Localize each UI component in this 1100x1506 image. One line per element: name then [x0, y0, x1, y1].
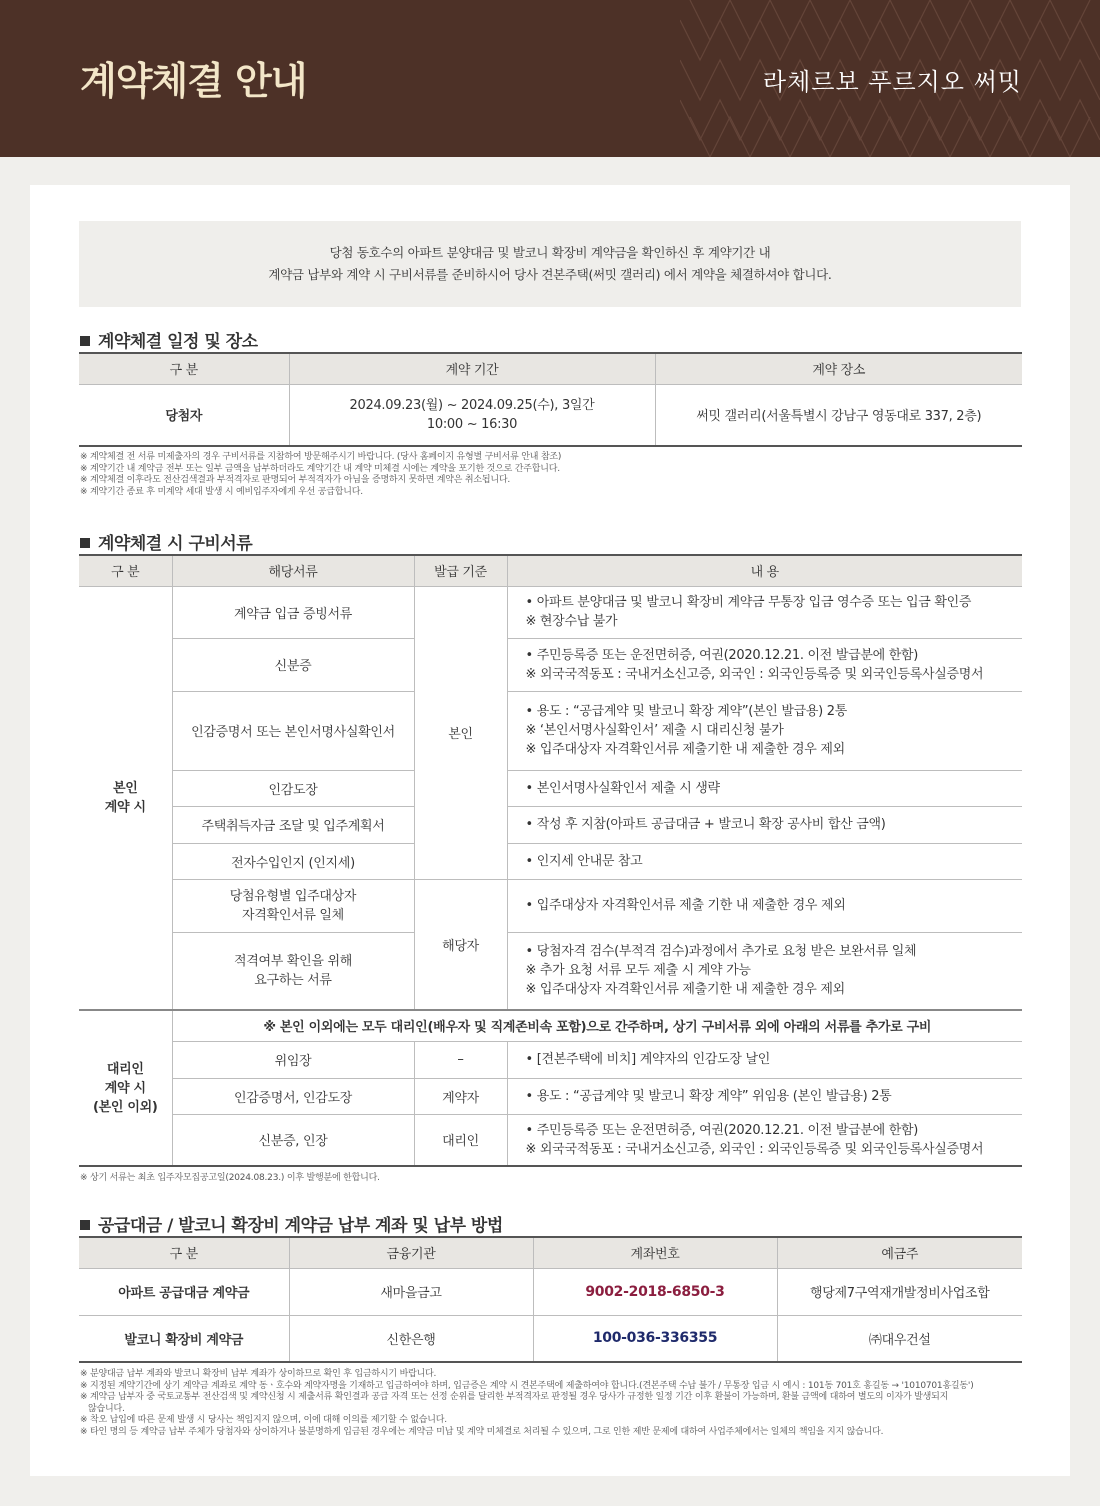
doc-cell: 주택취득자금 조달 및 입주계획서	[172, 806, 414, 843]
place-cell: 써밋 갤러리(서울특별시 강남구 영동대로 337, 2층)	[655, 384, 1022, 446]
table-header-row	[79, 555, 1022, 586]
table-row	[79, 1010, 1022, 1041]
header-cell: 구 분	[79, 555, 172, 586]
period-cell: 2024.09.23(월) ~ 2024.09.25(수), 3일간 10:00 ~ 16:30	[289, 384, 655, 446]
issuer-cell: 계약자	[414, 1078, 507, 1114]
issuer-cell: 본인	[414, 586, 507, 879]
content-cell: • 용도 : “공급계약 및 발코니 확장 계약” 위임용 (본인 발급용) 2통	[507, 1078, 1022, 1114]
note-line: ※ 계약체결 전 서류 미제출자의 경우 구비서류를 지참하여 방문해주시기 바랍니다. (당사 홈페이지 유형별 구비서류 안내 참조)	[80, 452, 562, 462]
header-banner	[0, 0, 1100, 157]
content-cell: • 당첨자격 검수(부적격 검수)과정에서 추가로 요청 받은 보완서류 일체 ※ 추가 요청 서류 모두 제출 시 계약 가능 ※ 입주대상자 자격확인서류 제출기한 내 제출한 경우 제외	[507, 932, 1022, 1010]
section-title-schedule: 계약체결 일정 및 장소	[80, 327, 258, 352]
header-cell: 구 분	[79, 353, 289, 384]
table-row	[79, 806, 1022, 843]
table-row	[79, 1078, 1022, 1114]
doc-cell: 인감증명서, 인감도장	[172, 1078, 414, 1114]
accounts-table	[79, 1236, 1022, 1363]
note-line: ※ 상기 서류는 최초 입주자모집공고일(2024.08.23.) 이후 발행분에 한합니다.	[80, 1173, 380, 1183]
note-line: ※ 착오 납입에 따른 문제 발생 시 당사는 책임지지 않으며, 이에 대해 이의를 제기할 수 없습니다.	[80, 1415, 447, 1426]
table-row	[79, 586, 1022, 638]
bank-cell: 새마을금고	[289, 1268, 533, 1315]
intro-line-2: 계약금 납부와 계약 시 구비서류를 준비하시어 당사 견본주택(써밋 갤러리) 에서 계약을 체결하셔야 합니다.	[268, 267, 832, 282]
bank-cell: 신한은행	[289, 1315, 533, 1362]
square-bullet-icon	[80, 336, 90, 346]
square-bullet-icon	[80, 538, 90, 548]
content-cell: • 아파트 분양대금 및 발코니 확장비 계약금 무통장 입금 영수증 또는 입금 확인증 ※ 현장수납 불가	[507, 586, 1022, 638]
header-cell: 계약 장소	[655, 353, 1022, 384]
documents-note	[80, 1173, 380, 1185]
category-cell: 당첨자	[79, 384, 289, 446]
table-row	[79, 1114, 1022, 1166]
note-line: ※ 지정된 계약기간에 상기 계약금 계좌로 계약 동ㆍ호수와 계약자명을 기재하고 입금하여야 하며, 입금증은 계약 시 견본주택에 제출하여야 합니다.(견본주택 수납 불가 / 무통장 입금 시 예시 : 101동 701호 홍길동 → '1010701홍길동')	[80, 1380, 974, 1391]
doc-cell: 인감증명서 또는 본인서명사실확인서	[172, 691, 414, 770]
doc-cell: 위임장	[172, 1041, 414, 1078]
table-row	[79, 879, 1022, 932]
table-row	[79, 932, 1022, 1010]
group-cell-self: 본인 계약 시	[79, 586, 172, 1010]
content-cell: • [견본주택에 비치] 계약자의 인감도장 날인	[507, 1041, 1022, 1078]
table-row	[79, 843, 1022, 879]
content-cell: • 용도 : “공급계약 및 발코니 확장 계약”(본인 발급용) 2통 ※ ‘본인서명사실확인서’ 제출 시 대리신청 불가 ※ 입주대상자 자격확인서류 제출기한 내 제출한 경우 제외	[507, 691, 1022, 770]
note-line: ※ 계약금 납부자 중 국토교통부 전산검색 및 계약신청 시 제출서류 확인결과 공급 자격 또는 선정 순위를 달리한 부적격자로 판정될 경우 당사가 규정한 일정 기간 이후 환불이 가능하며, 환불 금액에 대하여 별도의 이자가 발생되지	[80, 1392, 949, 1403]
issuer-cell: –	[414, 1041, 507, 1078]
table-row	[79, 384, 1022, 446]
doc-cell: 신분증	[172, 638, 414, 691]
intro-box	[79, 221, 1021, 307]
intro-line-1: 당첨 동호수의 아파트 분양대금 및 발코니 확장비 계약금을 확인하신 후 계약기간 내	[329, 245, 771, 260]
header-cell: 해당서류	[172, 555, 414, 586]
doc-cell: 신분증, 인장	[172, 1114, 414, 1166]
content-cell: • 본인서명사실확인서 제출 시 생략	[507, 770, 1022, 806]
content-cell: • 주민등록증 또는 운전면허증, 여권(2020.12.21. 이전 발급분에 한함) ※ 외국국적동포 : 국내거소신고증, 외국인 : 외국인등록증 및 외국인등록사실증명서	[507, 638, 1022, 691]
section-title-accounts: 공급대금 / 발코니 확장비 계약금 납부 계좌 및 납부 방법	[80, 1211, 503, 1236]
table-row	[79, 1268, 1022, 1315]
header-cell: 구 분	[79, 1237, 289, 1268]
doc-cell: 인감도장	[172, 770, 414, 806]
page-title: 계약체결 안내	[80, 59, 307, 103]
note-line: ※ 계약체결 이후라도 전산검색결과 부적격자로 판명되어 부적격자가 아님을 증명하지 못하면 계약은 취소됩니다.	[80, 475, 510, 486]
content-cell: • 작성 후 지참(아파트 공급대금 + 발코니 확장 공사비 합산 금액)	[507, 806, 1022, 843]
header-cell: 예금주	[777, 1237, 1022, 1268]
holder-cell: 행당제7구역재개발정비사업조합	[777, 1268, 1022, 1315]
table-row	[79, 1041, 1022, 1078]
table-header-row	[79, 353, 1022, 384]
schedule-notes	[80, 452, 561, 498]
table-row	[79, 638, 1022, 691]
note-line: ※ 타인 명의 등 계약금 납부 주체가 당첨자와 상이하거나 불분명하게 입금된 경우에는 계약금 미납 및 계약 미체결로 처리될 수 있으며, 그로 인한 제반 문제에 대하여 사업주체에서는 일체의 책임을 지지 않습니다.	[80, 1426, 884, 1437]
note-line: ※ 분양대금 납부 계좌와 발코니 확장비 납부 계좌가 상이하므로 확인 후 입금하시기 바랍니다.	[80, 1369, 437, 1379]
table-row	[79, 1315, 1022, 1362]
header-cell: 발급 기준	[414, 555, 507, 586]
issuer-cell: 대리인	[414, 1114, 507, 1166]
account-number: 100-036-336355	[533, 1315, 777, 1362]
schedule-table	[79, 352, 1022, 447]
content-cell: • 입주대상자 자격확인서류 제출 기한 내 제출한 경우 제외	[507, 879, 1022, 932]
documents-table	[79, 554, 1022, 1167]
issuer-cell: 해당자	[414, 879, 507, 1010]
proxy-notice-cell: ※ 본인 이외에는 모두 대리인(배우자 및 직계존비속 포함)으로 간주하며, 상기 구비서류 외에 아래의 서류를 추가로 구비	[172, 1010, 1022, 1041]
section-title-documents: 계약체결 시 구비서류	[80, 529, 252, 554]
doc-cell: 적격여부 확인을 위해 요구하는 서류	[172, 932, 414, 1010]
square-bullet-icon	[80, 1220, 90, 1230]
category-cell: 아파트 공급대금 계약금	[79, 1268, 289, 1315]
doc-cell: 계약금 입금 증빙서류	[172, 586, 414, 638]
header-cell: 금융기관	[289, 1237, 533, 1268]
note-line: ※ 계약기간 내 계약금 전부 또는 일부 금액을 납부하더라도 계약기간 내 계약 미체결 시에는 계약을 포기한 것으로 간주합니다.	[80, 463, 560, 474]
content-cell: • 주민등록증 또는 운전면허증, 여권(2020.12.21. 이전 발급분에 한함) ※ 외국국적동포 : 국내거소신고증, 외국인 : 외국인등록증 및 외국인등록사실증명서	[507, 1114, 1022, 1166]
table-row	[79, 770, 1022, 806]
category-cell: 발코니 확장비 계약금	[79, 1315, 289, 1362]
brand-name: 라체르보 푸르지오 써밋	[762, 68, 1022, 96]
header-cell: 계약 기간	[289, 353, 655, 384]
holder-cell: ㈜대우건설	[777, 1315, 1022, 1362]
table-row	[79, 691, 1022, 770]
accounts-notes	[80, 1369, 1025, 1439]
note-line: 않습니다.	[80, 1403, 125, 1414]
note-line: ※ 계약기간 종료 후 미계약 세대 발생 시 예비입주자에게 우선 공급합니다.	[80, 486, 363, 497]
table-header-row	[79, 1237, 1022, 1268]
header-cell: 내 용	[507, 555, 1022, 586]
header-cell: 계좌번호	[533, 1237, 777, 1268]
content-cell: • 인지세 안내문 참고	[507, 843, 1022, 879]
doc-cell: 전자수입인지 (인지세)	[172, 843, 414, 879]
account-number: 9002-2018-6850-3	[533, 1268, 777, 1315]
doc-cell: 당첨유형별 입주대상자 자격확인서류 일체	[172, 879, 414, 932]
group-cell-proxy: 대리인 계약 시 (본인 이외)	[79, 1010, 172, 1166]
